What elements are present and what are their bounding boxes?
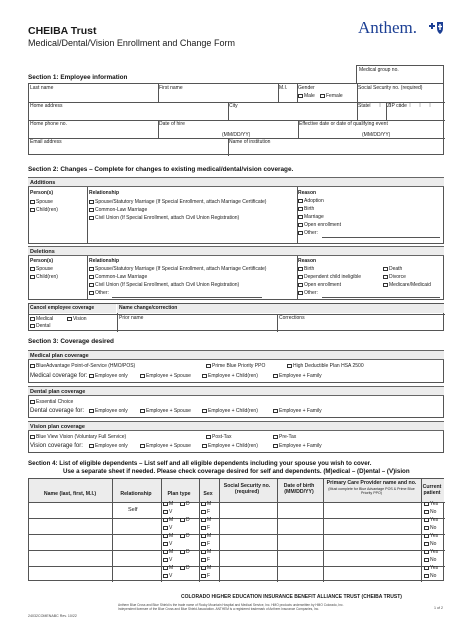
del-reason-text: Divorce — [389, 274, 406, 280]
plan-d-checkbox[interactable] — [180, 501, 190, 507]
current-patient-no[interactable] — [424, 573, 436, 579]
add-reason-text: Other: — [304, 230, 318, 236]
del-person-option[interactable] — [30, 266, 53, 272]
female-label: Female — [326, 93, 343, 99]
additions-label: Additions — [30, 179, 56, 186]
male-label: Male — [304, 93, 315, 99]
sex-m-checkbox-label: M — [207, 517, 212, 523]
vision-level-option[interactable] — [89, 443, 128, 449]
dental-coverage-for-label: Dental coverage for: — [30, 408, 85, 414]
dental-level-text: Employee + Child(ren) — [208, 408, 258, 414]
sex-m-checkbox[interactable] — [201, 501, 211, 507]
pcp-note: (Must complete for Blue Advantage POS & Prime Blue Priority PPO) — [328, 487, 415, 496]
section-3-heading: Section 3: Coverage desired — [28, 338, 114, 345]
plan-d-checkbox-label: D — [186, 533, 190, 539]
vision-level-text: Employee + Child(ren) — [208, 443, 258, 449]
sex-f-checkbox[interactable] — [201, 525, 210, 531]
dental-level-option[interactable] — [202, 408, 258, 414]
legal-line-1: Anthem Blue Cross and Blue Shield is the trade name of Rocky Mountain Hospital and Medical Service, Inc. HMO products underwritten by HMO Colorado, Inc. — [118, 603, 344, 607]
page-number: 1 of 2 — [434, 606, 443, 610]
medical-plan-label: Medical plan coverage — [30, 352, 89, 359]
del-reason-option[interactable] — [298, 282, 341, 288]
del-rel-option[interactable] — [89, 266, 266, 272]
form-subtitle: Medical/Dental/Vision Enrollment and Change Form — [28, 38, 235, 48]
col-header-current-patient: Current patient — [422, 484, 442, 496]
self-relationship: Self — [128, 507, 138, 513]
dental-plan-text: Essential Choice — [36, 399, 74, 405]
vision-plan-option[interactable] — [30, 434, 126, 440]
home-phone-field[interactable]: Home phone no. — [30, 121, 67, 127]
deletions-bar — [28, 246, 444, 256]
blue-cross-shield-icon — [427, 20, 445, 36]
add-relationship-label: Relationship — [89, 190, 120, 196]
name-change-label: Name change/correction — [119, 305, 178, 311]
add-spouse-label: Spouse — [36, 199, 53, 205]
col-header-ssn: Social Security no. (required) — [223, 483, 271, 495]
vision-tax-option[interactable] — [273, 434, 296, 440]
vision-level-option[interactable] — [140, 443, 191, 449]
cancel-coverage-label: Cancel employee coverage — [30, 305, 95, 311]
current-patient-no-label: No — [430, 573, 437, 579]
del-reason-text: Open enrollment — [304, 282, 341, 288]
add-reason-option[interactable] — [298, 198, 324, 204]
add-reason-option[interactable] — [298, 222, 341, 228]
plan-d-checkbox[interactable] — [180, 517, 190, 523]
medical-group-label: Medical group no. — [359, 67, 399, 73]
plan-m-checkbox[interactable] — [163, 533, 173, 539]
del-reason-text: Other: — [304, 290, 318, 296]
sex-m-checkbox-label: M — [207, 501, 212, 507]
add-rel-option-label: Civil Union (If Special Enrollment, attach Civil Union Registration) — [95, 215, 240, 221]
sex-f-checkbox[interactable] — [201, 557, 210, 563]
vision-plan-text: Blue View Vision (Voluntary Full Service) — [36, 434, 127, 440]
medical-plan-text: High Deductible Plan HSA 2500 — [293, 363, 364, 369]
last-name-field[interactable]: Last name — [30, 85, 54, 91]
prior-name-field[interactable]: Prior name — [119, 315, 144, 321]
plan-m-checkbox-label: M — [169, 501, 174, 507]
cancel-vision-checkbox[interactable] — [67, 316, 87, 322]
current-patient-no-label: No — [430, 525, 437, 531]
del-reason-option[interactable] — [298, 274, 361, 280]
deletions-label: Deletions — [30, 248, 55, 255]
del-reason-option[interactable] — [383, 266, 402, 272]
dental-level-text: Employee + Spouse — [146, 408, 191, 414]
current-patient-yes-label: Yes — [430, 517, 439, 523]
dental-plan-option[interactable] — [30, 399, 73, 405]
add-children-checkbox[interactable] — [30, 207, 58, 213]
del-person-option[interactable] — [30, 274, 58, 280]
current-patient-yes-label: Yes — [430, 501, 439, 507]
sex-f-checkbox-label: F — [207, 557, 211, 563]
add-rel-option-label: Common-Law Marriage — [95, 207, 148, 213]
del-rel-option[interactable] — [89, 274, 147, 280]
date-of-hire-field[interactable]: Date of hire — [159, 121, 185, 127]
medical-coverage-for-label: Medical coverage for: — [30, 373, 88, 379]
plan-v-checkbox[interactable] — [163, 573, 172, 579]
female-checkbox[interactable] — [320, 93, 343, 99]
sex-f-checkbox-label: F — [207, 573, 211, 579]
vision-level-text: Employee only — [95, 443, 128, 449]
plan-d-checkbox[interactable] — [180, 533, 190, 539]
current-patient-yes-label: Yes — [430, 565, 439, 571]
add-reason-label: Reason — [298, 190, 317, 196]
sex-m-checkbox-label: M — [207, 549, 212, 555]
ssn-field[interactable]: Social Security no. (required) — [358, 85, 423, 91]
cancel-dental-checkbox[interactable] — [30, 323, 50, 329]
add-persons-label: Person(s) — [30, 190, 54, 196]
sex-m-checkbox-label: M — [207, 565, 212, 571]
plan-d-checkbox-label: D — [186, 565, 190, 571]
state-field[interactable]: State — [358, 103, 370, 109]
del-rel-option-label: Spouse/Statutory Marriage (If Special Enrollment, attach Marriage Certificate) — [95, 266, 267, 272]
sex-m-checkbox[interactable] — [201, 517, 211, 523]
hire-date-format: (MM/DD/YY) — [222, 132, 251, 138]
institution-field[interactable]: Name of institution — [229, 139, 271, 145]
medical-level-option[interactable] — [89, 373, 128, 379]
dental-level-text: Employee + Family — [279, 408, 322, 414]
plan-d-checkbox-label: D — [186, 501, 190, 507]
add-reason-other[interactable] — [298, 230, 318, 236]
cancel-vision-label: Vision — [73, 316, 87, 322]
del-reason-option[interactable] — [383, 282, 431, 288]
medical-plan-text: BlueAdvantage Point-of-Service (HMO/POS) — [36, 363, 136, 369]
vision-level-text: Employee + Family — [279, 443, 322, 449]
legal-line-2: Independent licensee of the Blue Cross and Blue Shield Association. ANTHEM is a registered trademark of Anthem Insurance Companies, Inc. — [118, 607, 320, 611]
plan-m-checkbox[interactable] — [163, 565, 173, 571]
dental-level-option[interactable] — [89, 408, 128, 414]
current-patient-yes[interactable] — [424, 565, 438, 571]
plan-d-checkbox[interactable] — [180, 549, 190, 555]
current-patient-no-label: No — [430, 557, 437, 563]
vision-level-option[interactable] — [202, 443, 258, 449]
sex-f-checkbox-label: F — [207, 509, 211, 515]
add-children-label: Child(ren) — [36, 207, 58, 213]
plan-m-checkbox[interactable] — [163, 549, 173, 555]
plan-v-checkbox[interactable] — [163, 541, 172, 547]
plan-d-checkbox-label: D — [186, 517, 190, 523]
plan-v-checkbox-label: V — [169, 541, 173, 547]
add-reason-option[interactable] — [298, 214, 324, 220]
del-person-text: Child(ren) — [36, 274, 58, 280]
current-patient-no[interactable] — [424, 557, 436, 563]
medical-plan-option[interactable] — [30, 363, 135, 369]
medical-level-text: Employee + Spouse — [146, 373, 191, 379]
section-2-heading: Section 2: Changes – Complete for changes to existing medical/dental/vision coverage. — [28, 166, 294, 173]
dental-level-text: Employee only — [95, 408, 128, 414]
add-reason-text: Marriage — [304, 214, 324, 220]
del-person-text: Spouse — [36, 266, 53, 272]
medical-plan-bar — [28, 350, 444, 360]
add-reason-option[interactable] — [298, 206, 314, 212]
del-person-text: Other: — [95, 290, 109, 296]
del-reason-text: Birth — [304, 266, 315, 272]
sex-m-checkbox-label: M — [207, 533, 212, 539]
section-1-heading: Section 1: Employee information — [28, 74, 128, 81]
effective-date-format: (MM/DD/YY) — [362, 132, 391, 138]
medical-plan-text: Prime Blue Priority PPO — [212, 363, 266, 369]
current-patient-no[interactable] — [424, 541, 436, 547]
medical-level-option[interactable] — [140, 373, 191, 379]
medical-plan-option[interactable] — [287, 363, 364, 369]
add-reason-text: Adoption — [304, 198, 324, 204]
add-reason-text: Open enrollment — [304, 222, 341, 228]
form-number: 24032COMENABC Rev. 10/22 — [28, 614, 77, 618]
current-patient-yes[interactable] — [424, 501, 438, 507]
plan-v-checkbox-label: V — [169, 525, 173, 531]
plan-m-checkbox[interactable] — [163, 501, 173, 507]
plan-v-checkbox-label: V — [169, 557, 173, 563]
sex-f-checkbox-label: F — [207, 541, 211, 547]
add-reason-text: Birth — [304, 206, 315, 212]
cancel-medical-checkbox[interactable] — [30, 316, 53, 322]
current-patient-yes-label: Yes — [430, 549, 439, 555]
medical-level-option[interactable] — [273, 373, 322, 379]
sex-m-checkbox[interactable] — [201, 533, 211, 539]
home-address-field[interactable]: Home address — [30, 103, 63, 109]
vision-tax-text: Pre-Tax — [279, 434, 297, 440]
male-checkbox[interactable] — [298, 93, 315, 99]
ssn-digit-boxes[interactable] — [360, 94, 440, 99]
add-rel-option[interactable] — [89, 215, 239, 221]
add-rel-option-label: Spouse/Statutory Marriage (If Special Enrollment, attach Marriage Certificate) — [95, 199, 267, 205]
dental-plan-box — [28, 396, 444, 418]
sex-f-checkbox-label: F — [207, 525, 211, 531]
plan-v-checkbox-label: V — [169, 573, 173, 579]
col-header-dob: Date of birth (MM/DD/YY) — [283, 483, 315, 495]
current-patient-no-label: No — [430, 541, 437, 547]
plan-d-checkbox-label: D — [186, 549, 190, 555]
medical-level-option[interactable] — [202, 373, 258, 379]
additions-bar — [28, 177, 444, 187]
cancel-dental-label: Dental — [36, 323, 51, 329]
section-4-heading: Section 4: List of eligible dependents – List self and all eligible dependents including your spouse you wish to cover. — [28, 460, 372, 467]
current-patient-no[interactable] — [424, 525, 436, 531]
plan-m-checkbox-label: M — [169, 517, 174, 523]
add-rel-option[interactable] — [89, 199, 266, 205]
col-header-pcp: Primary Care Provider name and no. — [326, 480, 417, 486]
zip-field[interactable]: ZIP code — [387, 103, 407, 109]
plan-d-checkbox[interactable] — [180, 565, 190, 571]
del-reason-text: Death — [389, 266, 403, 272]
medical-level-text: Employee + Child(ren) — [208, 373, 258, 379]
dental-level-option[interactable] — [140, 408, 191, 414]
add-rel-option[interactable] — [89, 207, 147, 213]
medical-group-field[interactable] — [356, 65, 444, 83]
col-header-name: Name (last, first, M.I.) — [43, 491, 97, 497]
mi-field[interactable]: M.I. — [279, 85, 288, 91]
current-patient-no-label: No — [430, 509, 437, 515]
current-patient-yes[interactable] — [424, 549, 438, 555]
current-patient-yes-label: Yes — [430, 533, 439, 539]
col-header-sex: Sex — [203, 491, 213, 497]
vision-plan-bar — [28, 421, 444, 431]
section-4-subheading: Use a separate sheet if needed. Please check coverage desired for self and dependents. (M)edical – (D)ental – (V)ision — [63, 468, 410, 475]
del-persons-label: Person(s) — [30, 258, 54, 264]
plan-m-checkbox-label: M — [169, 549, 174, 555]
email-field[interactable]: Email address — [30, 139, 62, 145]
del-rel-option[interactable] — [89, 282, 239, 288]
del-relationship-label: Relationship — [89, 258, 120, 264]
dental-plan-bar — [28, 386, 444, 396]
col-header-relationship: Relationship — [120, 491, 152, 497]
vision-level-text: Employee + Spouse — [146, 443, 191, 449]
plan-v-checkbox[interactable] — [163, 557, 172, 563]
plan-m-checkbox-label: M — [169, 533, 174, 539]
vision-level-option[interactable] — [273, 443, 322, 449]
city-field[interactable]: City — [229, 103, 238, 109]
plan-v-checkbox[interactable] — [163, 509, 172, 515]
del-reason-text: Dependent child ineligible — [304, 274, 361, 280]
dental-plan-label: Dental plan coverage — [30, 388, 86, 395]
del-reason-label: Reason — [298, 258, 317, 264]
del-reason-option[interactable] — [383, 274, 406, 280]
del-person-other[interactable] — [89, 290, 109, 296]
dental-level-option[interactable] — [273, 408, 322, 414]
vision-tax-text: Post-Tax — [212, 434, 232, 440]
cancel-medical-label: Medical — [36, 316, 54, 322]
vision-coverage-for-label: Vision coverage for: — [30, 443, 83, 449]
current-patient-yes[interactable] — [424, 533, 438, 539]
vision-tax-option[interactable] — [206, 434, 231, 440]
add-spouse-checkbox[interactable] — [30, 199, 53, 205]
gender-label: Gender — [298, 85, 315, 91]
del-rel-option-label: Civil Union (If Special Enrollment, attach Civil Union Registration) — [95, 282, 240, 288]
medical-level-text: Employee only — [95, 373, 128, 379]
sex-f-checkbox[interactable] — [201, 509, 210, 515]
del-reason-option[interactable] — [298, 266, 314, 272]
form-title: CHEIBA Trust — [28, 25, 97, 37]
sex-f-checkbox[interactable] — [201, 573, 210, 579]
vision-plan-label: Vision plan coverage — [30, 423, 85, 430]
first-name-field[interactable]: First name — [159, 85, 183, 91]
plan-v-checkbox-label: V — [169, 509, 173, 515]
medical-plan-option[interactable] — [206, 363, 265, 369]
sex-m-checkbox[interactable] — [201, 565, 211, 571]
corrections-field[interactable]: Corrections — [279, 315, 305, 321]
plan-v-checkbox[interactable] — [163, 525, 172, 531]
trust-name: COLORADO HIGHER EDUCATION INSURANCE BENEFIT ALLIANCE TRUST (CHEIBA TRUST) — [181, 594, 402, 600]
col-header-plan-type: Plan type — [167, 491, 191, 497]
plan-m-checkbox-label: M — [169, 565, 174, 571]
sex-m-checkbox[interactable] — [201, 549, 211, 555]
effective-date-field[interactable]: Effective date or date of qualifying event — [299, 121, 388, 127]
del-rel-option-label: Common-Law Marriage — [95, 274, 148, 280]
sex-f-checkbox[interactable] — [201, 541, 210, 547]
del-reason-text: Medicare/Medicaid — [389, 282, 431, 288]
medical-level-text: Employee + Family — [279, 373, 322, 379]
current-patient-yes[interactable] — [424, 517, 438, 523]
del-reason-other[interactable] — [298, 290, 318, 296]
anthem-logo-text: Anthem. — [358, 18, 418, 37]
current-patient-no[interactable] — [424, 509, 436, 515]
plan-m-checkbox[interactable] — [163, 517, 173, 523]
